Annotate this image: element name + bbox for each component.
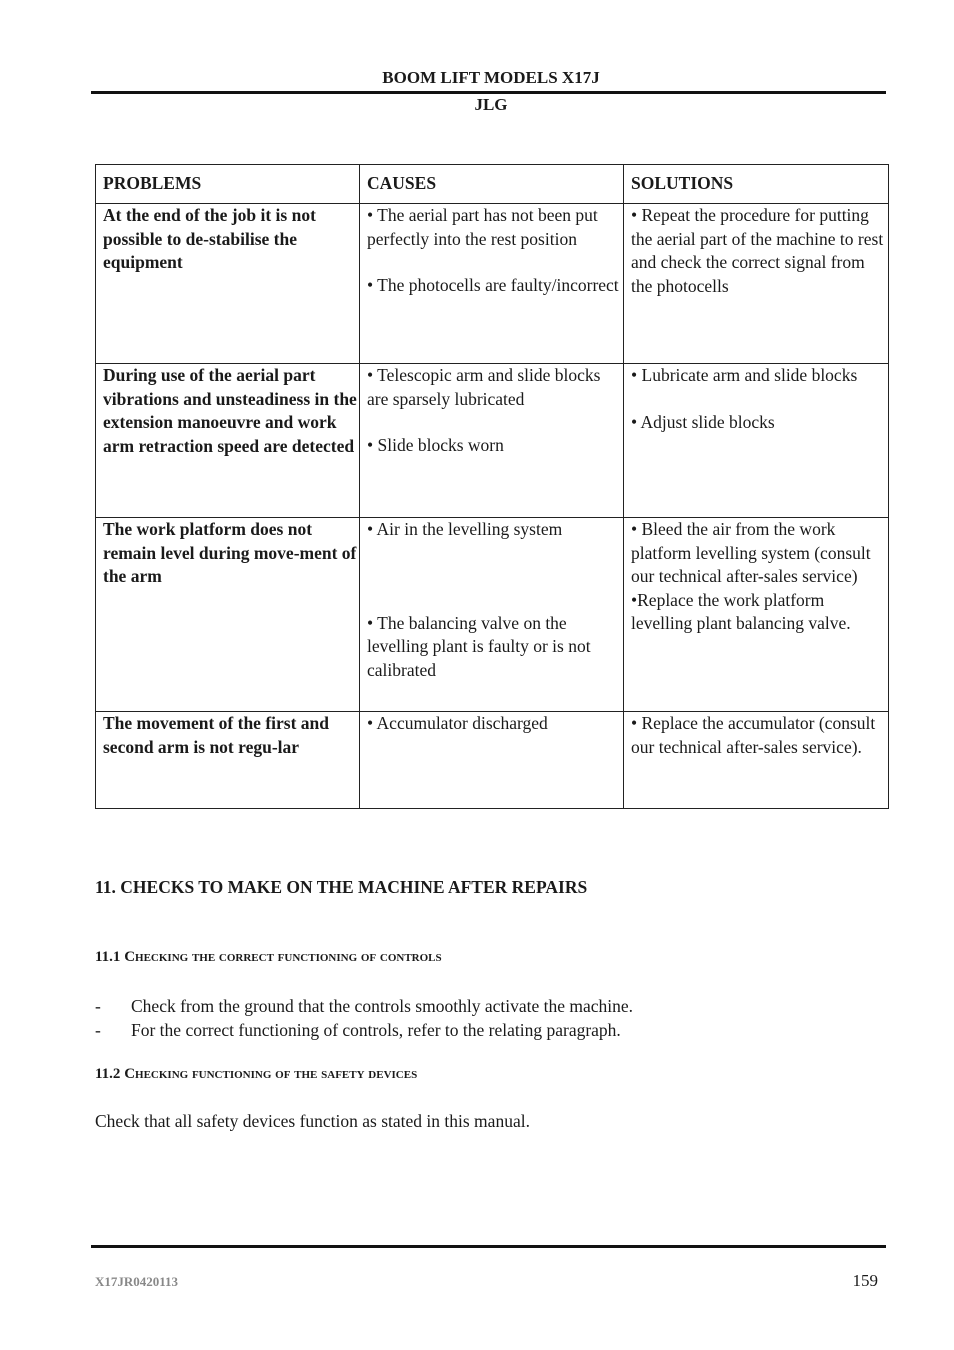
header-solutions: SOLUTIONS: [624, 165, 889, 204]
solution-item: • Bleed the air from the work platform levelling system (consult our technical after-sales service): [631, 519, 871, 586]
section-11-heading: 11. CHECKS TO MAKE ON THE MACHINE AFTER REPAIRS: [95, 877, 588, 897]
section-11-2-heading: [95, 1066, 417, 1083]
table-header-row: [96, 165, 889, 204]
list-item-text: For the correct functioning of controls, refer to the relating paragraph.: [131, 1020, 621, 1040]
table-row: [96, 204, 889, 364]
document-code: X17JR0420113: [95, 1274, 179, 1289]
solutions-cell: [624, 204, 889, 364]
cause-item: • Telescopic arm and slide blocks are sparsely lubricated: [367, 365, 601, 409]
section-title: Checking functioning of the safety devices: [124, 1066, 418, 1082]
header-rule: [91, 91, 886, 94]
table-row: [96, 712, 889, 809]
causes-cell: [360, 518, 624, 712]
cause-item: • Air in the levelling system: [367, 519, 563, 539]
troubleshooting-table: [95, 164, 889, 809]
section-11-2-text: Check that all safety devices function as stated in this manual.: [95, 1111, 530, 1131]
header-problems: PROBLEMS: [96, 165, 360, 204]
cause-item: • The aerial part has not been put perfectly into the rest position: [367, 205, 598, 249]
solutions-cell: [624, 518, 889, 712]
cause-item: • Slide blocks worn: [367, 435, 504, 455]
header-causes: CAUSES: [360, 165, 624, 204]
check-list: [95, 994, 633, 1042]
causes-cell: [360, 204, 624, 364]
solutions-cell: [624, 364, 889, 518]
solution-item: • Lubricate arm and slide blocks: [631, 365, 858, 385]
section-11-1-heading: [95, 949, 442, 966]
cause-item: • The photocells are faulty/incorrect: [367, 275, 619, 295]
section-number: 11.1: [95, 949, 125, 965]
causes-cell: [360, 712, 624, 809]
problem-cell: The movement of the first and second arm is not regu-lar: [96, 712, 360, 809]
problem-cell: During use of the aerial part vibrations and unsteadiness in the extension manoeuvre and work arm retraction speed are detected: [96, 364, 360, 518]
table-row: [96, 364, 889, 518]
problem-cell: At the end of the job it is not possible to de-stabilise the equipment: [96, 204, 360, 364]
list-item: - For the correct functioning of controls, refer to the relating paragraph.: [95, 1020, 621, 1040]
header-brand: JLG: [474, 95, 508, 114]
solutions-cell: [624, 712, 889, 809]
header-title: BOOM LIFT MODELS X17J: [382, 68, 600, 87]
footer-rule: [91, 1245, 886, 1248]
solution-item: • Replace the accumulator (consult our technical after-sales service).: [631, 713, 876, 757]
solution-item: • Repeat the procedure for putting the aerial part of the machine to rest and check the correct signal from the photocells: [631, 205, 884, 296]
causes-cell: [360, 364, 624, 518]
solution-item: • Adjust slide blocks: [631, 411, 775, 432]
cause-item: • The balancing valve on the levelling plant is faulty or is not calibrated: [367, 612, 591, 680]
table-row: [96, 518, 889, 712]
section-number: 11.2: [95, 1066, 125, 1082]
list-item: - Check from the ground that the controls smoothly activate the machine.: [95, 996, 634, 1016]
page-number: 159: [852, 1271, 878, 1290]
section-title: Checking the correct functioning of controls: [124, 949, 442, 965]
solution-item: •Replace the work platform levelling plant balancing valve.: [631, 589, 851, 633]
problem-cell: The work platform does not remain level during move-ment of the arm: [96, 518, 360, 712]
cause-item: • Accumulator discharged: [367, 713, 548, 733]
list-item-text: Check from the ground that the controls smoothly activate the machine.: [131, 996, 634, 1016]
